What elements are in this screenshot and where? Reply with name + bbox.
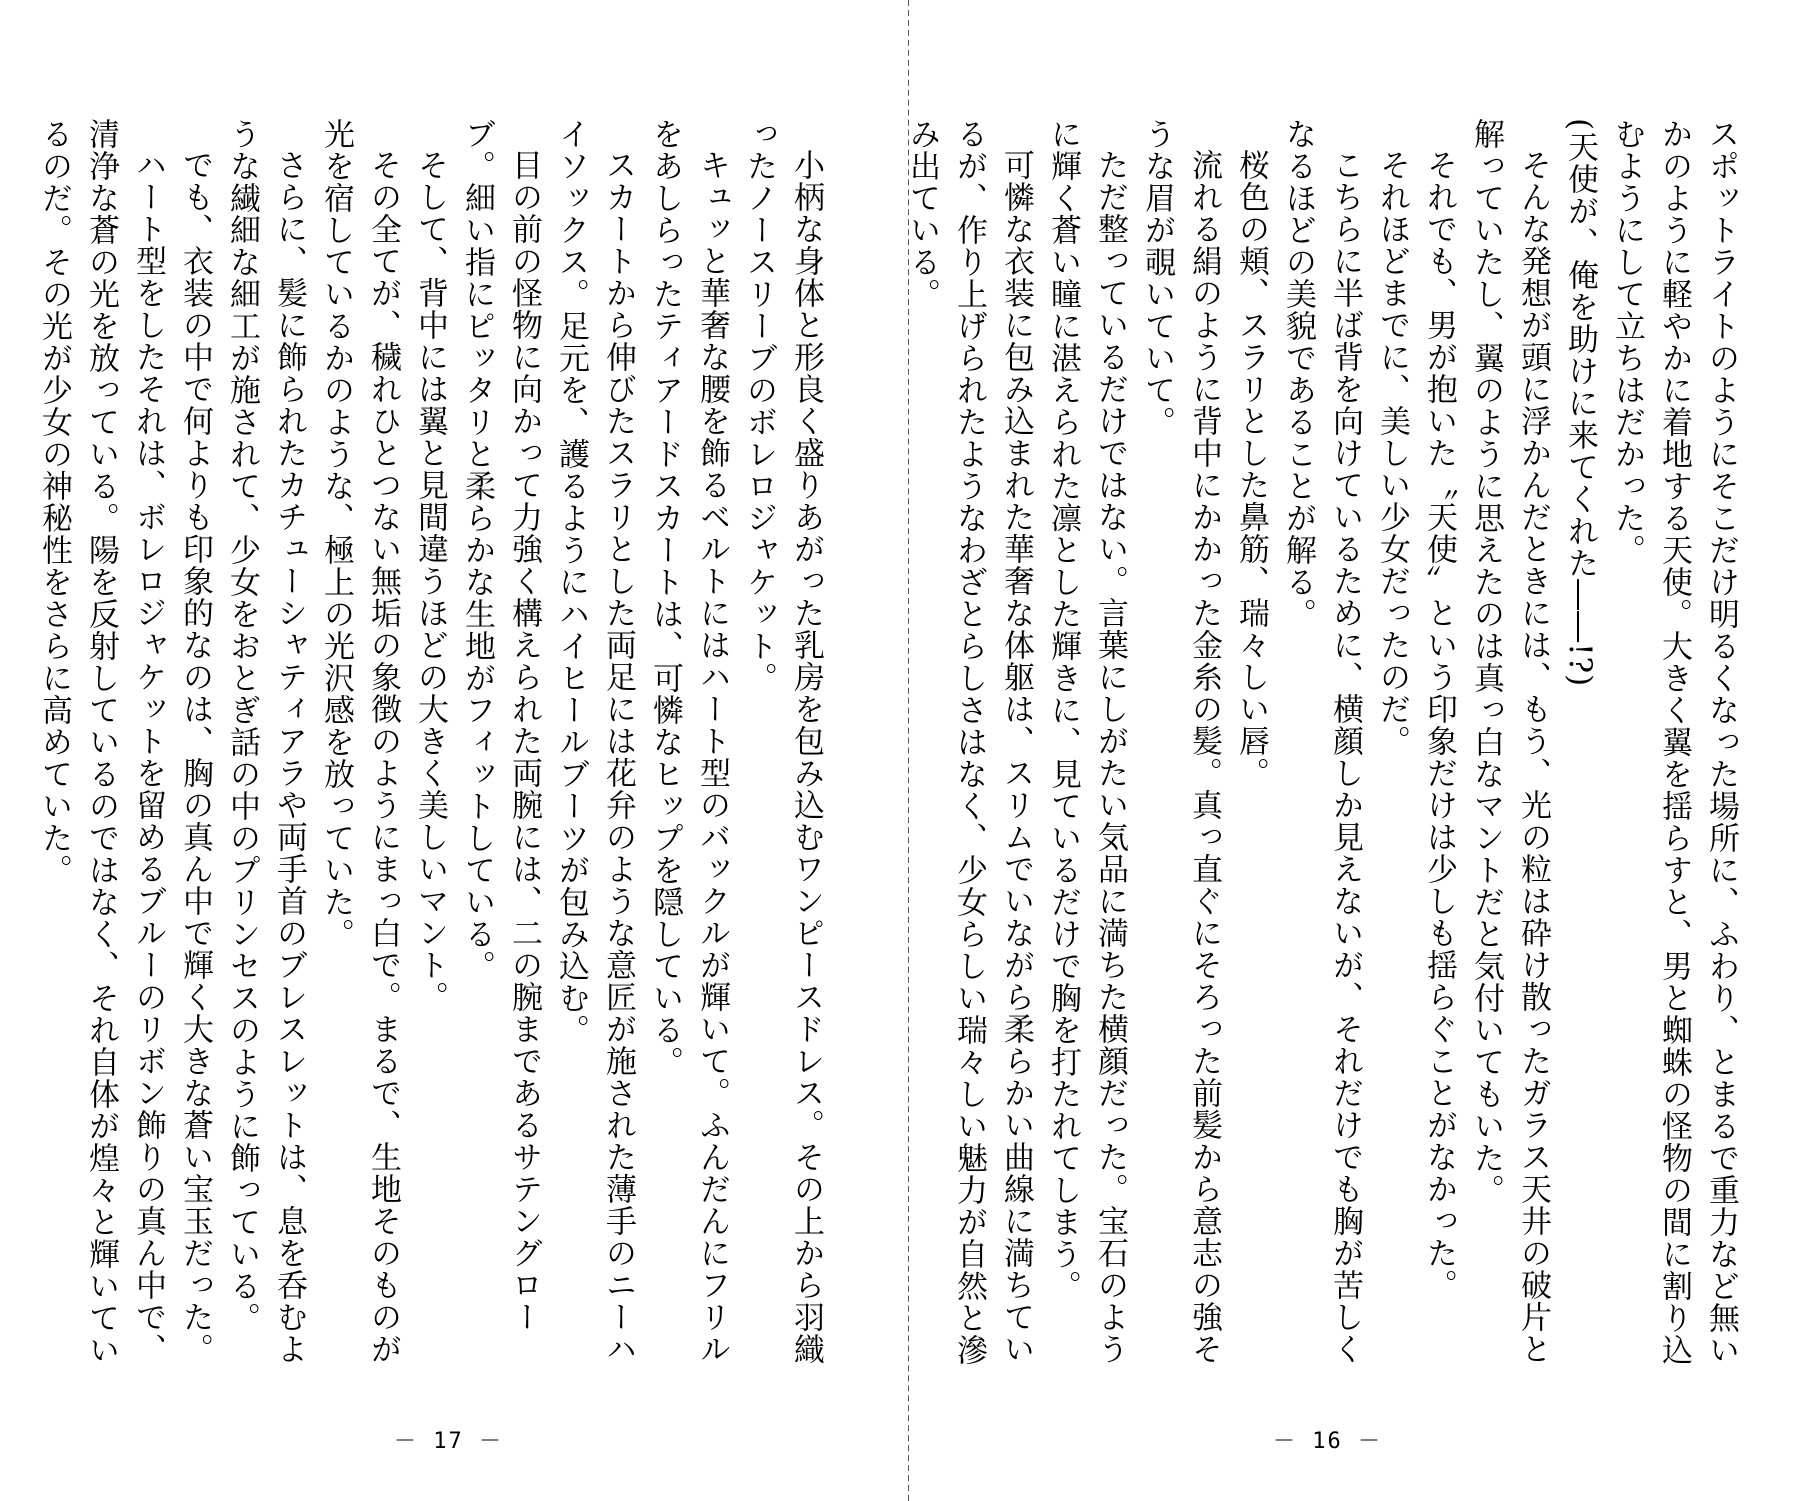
paragraph: (天使が、俺を助けに来てくれた――!?) [1562, 118, 1598, 688]
page-number-17: － 17 － [394, 1429, 503, 1454]
page-17-body-text [36, 118, 829, 1368]
paragraph: その全てが、穢れひとつない無垢の象徴のようにまっ白で。まるで、生地そのものが光を宿しているかのような、極上の光沢感を放っていた。 [318, 118, 401, 1365]
paragraph: さらに、髪に飾られたカチューシャティアラや両手首のブレスレットは、息を呑むような繊細な細工が施されて、少女をおとぎ話の中のプリンセスのように飾っている。 [224, 118, 307, 1365]
paragraph: 桜色の頬、スラリとした鼻筋、瑞々しい唇。 [1233, 149, 1269, 789]
paragraph: 小柄な身体と形良く盛りあがった乳房を包み込むワンピースドレス。その上から羽織ったノースリーブのボレロジャケット。 [741, 118, 824, 1365]
paragraph: それほどまでに、美しい少女だったのだ。 [1374, 149, 1410, 757]
paragraph: そんな発想が頭に浮かんだときには、もう、光の粒は砕け散ったガラス天井の破片と解っていたし、翼のように思えたのは真っ白なマントだと気付いてもいた。 [1468, 118, 1551, 1365]
page-number-16: － 16 － [1273, 1429, 1382, 1454]
paragraph: 可憐な衣装に包み込まれた華奢な体躯は、スリムでいながら柔らかい曲線に満ちているが、作り上げられたようなわざとらしさはなく、少女らしい瑞々しい魅力が自然と滲み出ている。 [904, 118, 1034, 1366]
paragraph: そして、背中には翼と見間違うほどの大きく美しいマント。 [412, 149, 448, 1013]
paragraph: こちらに半ば背を向けているために、横顔しか見えないが、それだけでも胸が苦しくなるほどの美貌であることが解る。 [1280, 118, 1363, 1365]
page-16-body-text [904, 118, 1744, 1368]
paragraph: ただ整っているだけではない。言葉にしがたい気品に満ちた横顔だった。宝石のように輝く蒼い瞳に湛えられた凛とした輝きに、見ているだけで胸を打たれてしまう。 [1045, 118, 1128, 1365]
paragraph: キュッと華奢な腰を飾るベルトにはハート型のバックルが輝いて。ふんだんにフリルをあしらったティアードスカートは、可憐なヒップを隠している。 [647, 118, 730, 1365]
paragraph: それでも、男が抱いた〝天使〟という印象だけは少しも揺らぐことがなかった。 [1421, 149, 1457, 1301]
paragraph: スポットライトのようにそこだけ明るくなった場所に、ふわり、とまるで重力など無いかのように軽やかに着地する天使。大きく翼を揺らすと、男と蜘蛛の怪物の間に割り込むようにして立ちはだかった。 [1609, 118, 1739, 1366]
paragraph: でも、衣装の中で何よりも印象的なのは、胸の真ん中で輝く大きな蒼い宝玉だった。 [177, 149, 213, 1365]
page-16 [904, 0, 1818, 1501]
paragraph: スカートから伸びたスラリとした両足には花弁のような意匠が施された薄手のニーハイソックス。足元を、護るようにハイヒールブーツが包み込む。 [553, 118, 636, 1365]
paragraph: 流れる絹のように背中にかかった金糸の髪。真っ直ぐにそろった前髪から意志の強そうな眉が覗いていて。 [1139, 118, 1222, 1365]
paragraph: ハート型をしたそれは、ボレロジャケットを留めるブルーのリボン飾りの真ん中で、清浄な蒼の光を放っている。陽を反射しているのではなく、それ自体が煌々と輝いているのだ。その光が少女の神秘性をさらに高めていた。 [36, 118, 166, 1366]
paragraph: 目の前の怪物に向かって力強く構えられた両腕には、二の腕まであるサテングローブ。細い指にピッタリと柔らかな生地がフィットしている。 [459, 118, 542, 1333]
